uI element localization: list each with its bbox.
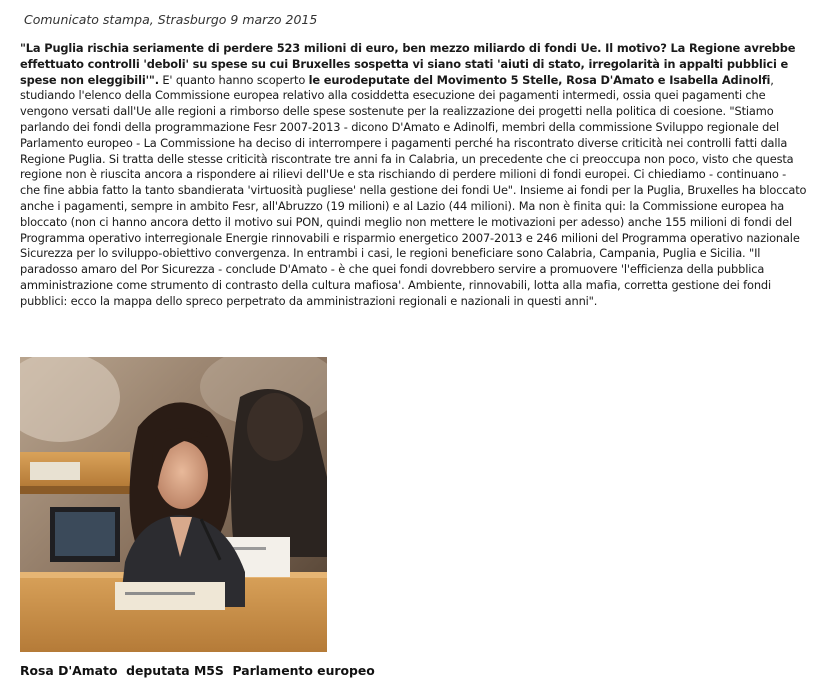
- article-lead: "La Puglia rischia seriamente di perdere 523 milioni di euro, ben mezzo miliardo di fondi Ue. Il motivo? La Regione avrebbe effettuato controlli 'deboli' su spese su cui Bruxelles sospetta vi siano stati 'aiuti di stato, irregolarità in appalti pubblici e spese non eleggibili'".: [20, 41, 796, 87]
- dateline: Comunicato stampa, Strasburgo 9 marzo 2015: [24, 12, 318, 27]
- article-intro: E' quanto hanno scoperto: [158, 72, 309, 87]
- portrait-illustration: [20, 357, 327, 652]
- photo-caption: Rosa D'Amato deputata M5S Parlamento europeo: [20, 663, 375, 678]
- article-paragraph: [20, 41, 808, 310]
- press-release-body: [20, 41, 808, 310]
- article-text: , studiando l'elenco della Commissione europea relativo alla cosiddetta esecuzione dei pagamenti intermedi, ossia quei pagamenti che vengono versati dall'Ue alle regioni a rimborso delle spese sostenute per la realizzazione dei progetti nella politica di coesione. "Stiamo parlando dei fondi della programmazione Fesr 2007-2013 - dicono D'Amato e Adinolfi, membri della commissione Sviluppo regionale del Parlamento europeo - La Commissione ha deciso di interrompere i pagamenti perché ha riscontrato diverse criticità nei controlli fatti dalla Regione Puglia. Si tratta delle stesse criticità riscontrate tre anni fa in Calabria, un precedente che ci preoccupa non poco, visto che questa regione non è riuscita ancora a rispondere ai rilievi dell'Ue e sta rischiando di perdere milioni di fondi europei. Ci chiediamo - continuano - che fine abbia fatto la tanto sbandierata 'virtuosità pugliese' nella gestione dei fondi Ue". Insieme ai fondi per la Puglia, Bruxelles ha bloccato anche i pagamenti, sempre in ambito Fesr, all'Abruzzo (19 milioni) e al Lazio (44 milioni). Ma non è finita qui: la Commissione europea ha bloccato (non ci hanno ancora detto il motivo sui PON, quindi meglio non mettere le motivazioni per adesso) anche 155 milioni di fondi del Programma operativo interregionale Energie rinnovabili e risparmio energetico 2007-2013 e 246 milioni del Programma operativo nazionale Sicurezza per lo sviluppo-obiettivo convergenza. In entrambi i casi, le regioni beneficiare sono Calabria, Campania, Puglia e Sicilia. "Il paradosso amaro del Por Sicurezza - conclude D'Amato - è che quei fondi dovrebbero servire a promuovere 'l'efficienza della pubblica amministrazione come strumento di contrasto della cultura mafiosa'. Ambiente, rinnovabili, lotta alla mafia, corretta gestione dei fondi pubblici: ecco la mappa dello spreco perpetrato da amministrazioni regionali e nazionali in questi anni".: [20, 72, 807, 308]
- article-authors: le eurodeputate del Movimento 5 Stelle, Rosa D'Amato e Isabella Adinolfi: [308, 72, 771, 87]
- portrait-photo: [20, 357, 327, 652]
